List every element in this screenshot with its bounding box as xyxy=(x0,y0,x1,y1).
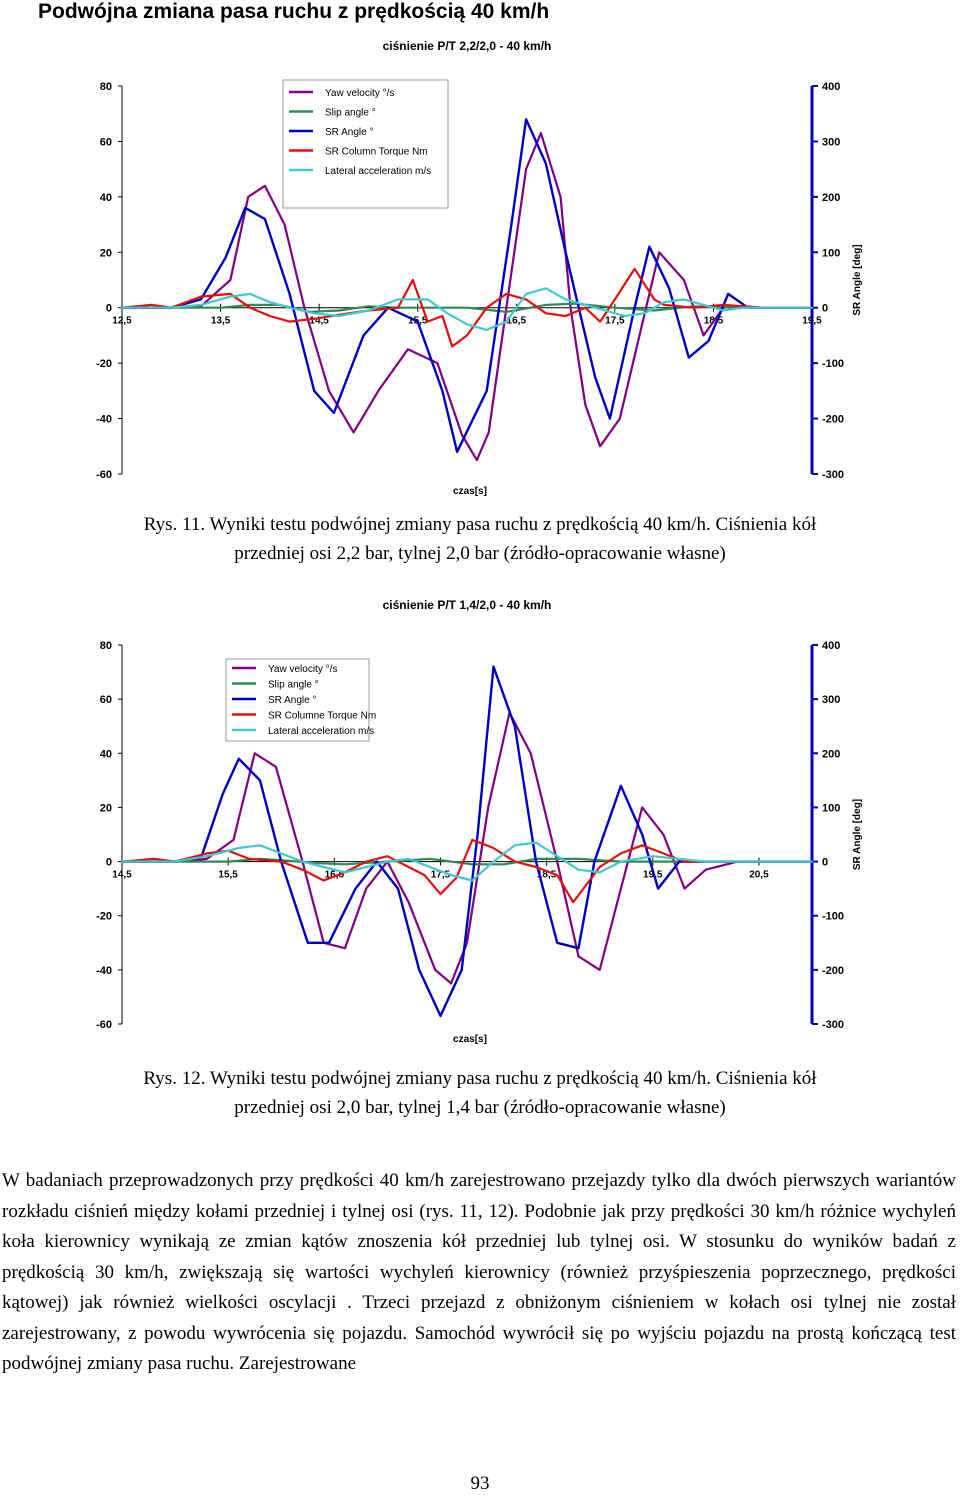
y-tick-label-left: -60 xyxy=(96,469,112,481)
y-tick-label-left: 80 xyxy=(99,81,112,93)
legend-label: Slip angle ° xyxy=(325,107,376,119)
y-tick-label-left: -60 xyxy=(96,1019,112,1031)
x-tick-label: 17,5 xyxy=(605,315,625,327)
x-tick-label: 12,5 xyxy=(112,315,132,327)
y-tick-label-right: -100 xyxy=(822,358,845,371)
x-tick-label: 16,5 xyxy=(506,315,527,327)
x-tick-label: 17,5 xyxy=(430,869,451,881)
body-paragraph: W badaniach przeprowadzonych przy prędkości 40 km/h zarejestrowano przejazdy tylko dla dwóch pierwszych wariantów rozkładu ciśnień między kołami przedniej i tylnej osi (rys. 11, 12). Podobnie jak przy prędkości 30 km/h różnice wychyleń koła kierownicy wynikają ze zmian kątów znoszenia kół przedniej lub tylnej osi. W stosunku do wyników badań z prędkością 30 km/h, zwiększają się wartości wychyleń kierownicy (również przyśpieszenia poprzecznego, prędkości kątowej) jak również wielkości oscylacji . Trzeci przejazd z obniżonym ciśnieniem w kołach osi tylnej nie został zarejestrowany, z powodu wywrócenia się pojazdu. Samochód wywrócił się po wyjściu pojazdu na prostą kończącą test podwójnej zmiany pasa ruchu. Zarejestrowane xyxy=(2,1170,956,1374)
caption-2-line-1: Rys. 12. Wyniki testu podwójnej zmiany pasa ruchu z prędkością 40 km/h. Ciśnienia kół xyxy=(143,1068,817,1089)
y-tick-label-left: -20 xyxy=(96,358,112,371)
x-tick-label: 15,5 xyxy=(218,869,238,881)
y-tick-label-right: -100 xyxy=(822,910,845,923)
caption-1-line-1: Rys. 11. Wyniki testu podwójnej zmiany pasa ruchu z prędkością 40 km/h. Ciśnienia kół xyxy=(143,514,817,535)
y-tick-label-left: 80 xyxy=(99,640,112,652)
x-tick-label: 18,5 xyxy=(703,315,724,327)
y-tick-label-left: -40 xyxy=(96,413,112,426)
series-line xyxy=(122,304,812,312)
y-tick-label-right: 400 xyxy=(822,640,841,652)
y-tick-label-left: 0 xyxy=(105,302,112,315)
legend-label: Lateral acceleration m/s xyxy=(325,166,432,177)
x-tick-label: 19,5 xyxy=(643,869,663,881)
y-tick-label-right: -200 xyxy=(822,964,845,977)
x-tick-label: 20,5 xyxy=(749,869,769,881)
y-tick-label-right: 200 xyxy=(822,191,841,204)
legend-label: SR Column Torque Nm xyxy=(325,146,428,158)
x-axis-label: czas[s] xyxy=(453,1034,487,1045)
chart-1 xyxy=(0,30,960,500)
y2-axis-label: SR Angle [deg] xyxy=(852,244,863,316)
legend-label: Slip angle ° xyxy=(268,679,319,691)
x-tick-label: 18,5 xyxy=(536,869,557,881)
legend-label: Yaw velocity °/s xyxy=(268,664,338,675)
x-tick-label: 15,5 xyxy=(407,315,428,327)
x-tick-label: 14,5 xyxy=(112,869,132,881)
legend-label: Yaw velocity °/s xyxy=(325,88,395,99)
chart-2 xyxy=(0,592,960,1062)
x-tick-label: 16,5 xyxy=(324,869,345,881)
y2-axis-label: SR Angle [deg] xyxy=(852,798,863,871)
chart-title: ciśnienie P/T 1,4/2,0 - 40 km/h xyxy=(382,598,552,612)
y-tick-label-right: 100 xyxy=(822,247,841,260)
legend-label: Lateral acceleration m/s xyxy=(268,726,375,737)
legend-label: SR Angle ° xyxy=(268,695,317,706)
y-tick-label-right: 200 xyxy=(822,748,841,761)
legend-label: SR Angle ° xyxy=(325,127,374,138)
y-tick-label-right: 0 xyxy=(822,302,829,315)
x-axis-label: czas[s] xyxy=(453,486,487,497)
caption-1 xyxy=(0,510,960,568)
caption-2-line-2: przedniej osi 2,0 bar, tylnej 1,4 bar (źródło-opracowanie własne) xyxy=(234,1097,726,1118)
y-tick-label-left: -20 xyxy=(96,910,112,923)
x-tick-label: 14,5 xyxy=(309,315,329,327)
y-tick-label-left: 0 xyxy=(105,856,112,869)
y-tick-label-left: 20 xyxy=(99,802,112,815)
series-line xyxy=(122,133,812,460)
y-tick-label-left: -40 xyxy=(96,964,112,977)
page-number: 93 xyxy=(470,1473,490,1494)
y-tick-label-right: -300 xyxy=(822,469,845,481)
y-tick-label-left: 40 xyxy=(99,191,112,204)
y-tick-label-right: 300 xyxy=(822,694,841,707)
y-tick-label-right: 100 xyxy=(822,802,841,815)
y-tick-label-left: 40 xyxy=(99,748,112,761)
y-tick-label-left: 60 xyxy=(99,136,112,149)
series-line xyxy=(122,710,812,984)
chart-title: ciśnienie P/T 2,2/2,0 - 40 km/h xyxy=(382,39,552,53)
y-tick-label-right: 0 xyxy=(822,856,829,869)
caption-1-line-2: przedniej osi 2,2 bar, tylnej 2,0 bar (źródło-opracowanie własne) xyxy=(234,543,726,564)
y-tick-label-right: 300 xyxy=(822,136,841,149)
x-tick-label: 19,5 xyxy=(802,315,822,327)
legend-label: SR Columne Torque Nm xyxy=(268,710,377,722)
y-tick-label-right: -300 xyxy=(822,1019,845,1031)
y-tick-label-left: 20 xyxy=(99,247,112,260)
page-heading: Podwójna zmiana pasa ruchu z prędkością 40 km/h xyxy=(38,0,550,23)
y-tick-label-right: -200 xyxy=(822,413,845,426)
x-tick-label: 13,5 xyxy=(210,315,231,327)
caption-2 xyxy=(0,1064,960,1122)
y-tick-label-left: 60 xyxy=(99,694,112,707)
y-tick-label-right: 400 xyxy=(822,81,841,93)
legend-box xyxy=(283,80,448,208)
